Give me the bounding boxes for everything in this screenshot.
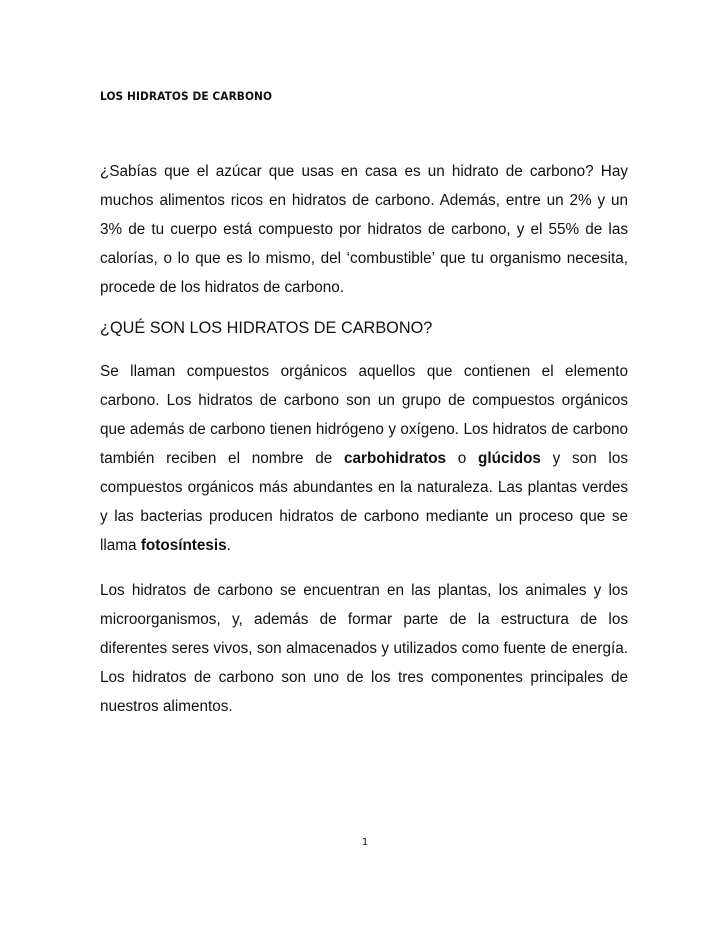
definition-text-part-4: . (226, 537, 231, 554)
term-carbohidratos: carbohidratos (344, 450, 447, 467)
definition-paragraph (100, 357, 628, 560)
location-paragraph: Los hidratos de carbono se encuentran en las plantas, los animales y los microorganismos, y, además de formar parte de la estructura de los diferentes seres vivos, son almacenados y utilizados como fuente de energía. Los hidratos de carbono son uno de los tres componentes principales de nuestros alimentos. (100, 582, 628, 715)
definition-text-part-3: y son los compuestos orgánicos más abundantes en la naturaleza. Las plantas verdes y las bacterias producen hidratos de carbono mediante un proceso que se llama (100, 450, 628, 554)
page-content (100, 87, 628, 721)
definition-text-part-1: Se llaman compuestos orgánicos aquellos que contienen el elemento carbono. Los hidratos de carbono son un grupo de compuestos orgánicos que además de carbono tienen hidrógeno y oxígeno. Los hidratos de carbono también reciben el nombre de (100, 363, 628, 467)
definition-text-part-2: o (446, 450, 479, 467)
section-heading: ¿QUÉ SON LOS HIDRATOS DE CARBONO? (100, 319, 433, 337)
page-number: 1 (361, 837, 369, 848)
term-fotosintesis: fotosíntesis (140, 537, 227, 554)
intro-paragraph: ¿Sabías que el azúcar que usas en casa es un hidrato de carbono? Hay muchos alimentos ricos en hidratos de carbono. Además, entre un 2% y un 3% de tu cuerpo está compuesto por hidratos de carbono, y el 55% de las calorías, o lo que es lo mismo, del ‘combustible’ que tu organismo necesita, procede de los hidratos de carbono. (100, 163, 628, 296)
term-glucidos: glúcidos (478, 450, 541, 467)
document-title: LOS HIDRATOS DE CARBONO (100, 89, 273, 103)
